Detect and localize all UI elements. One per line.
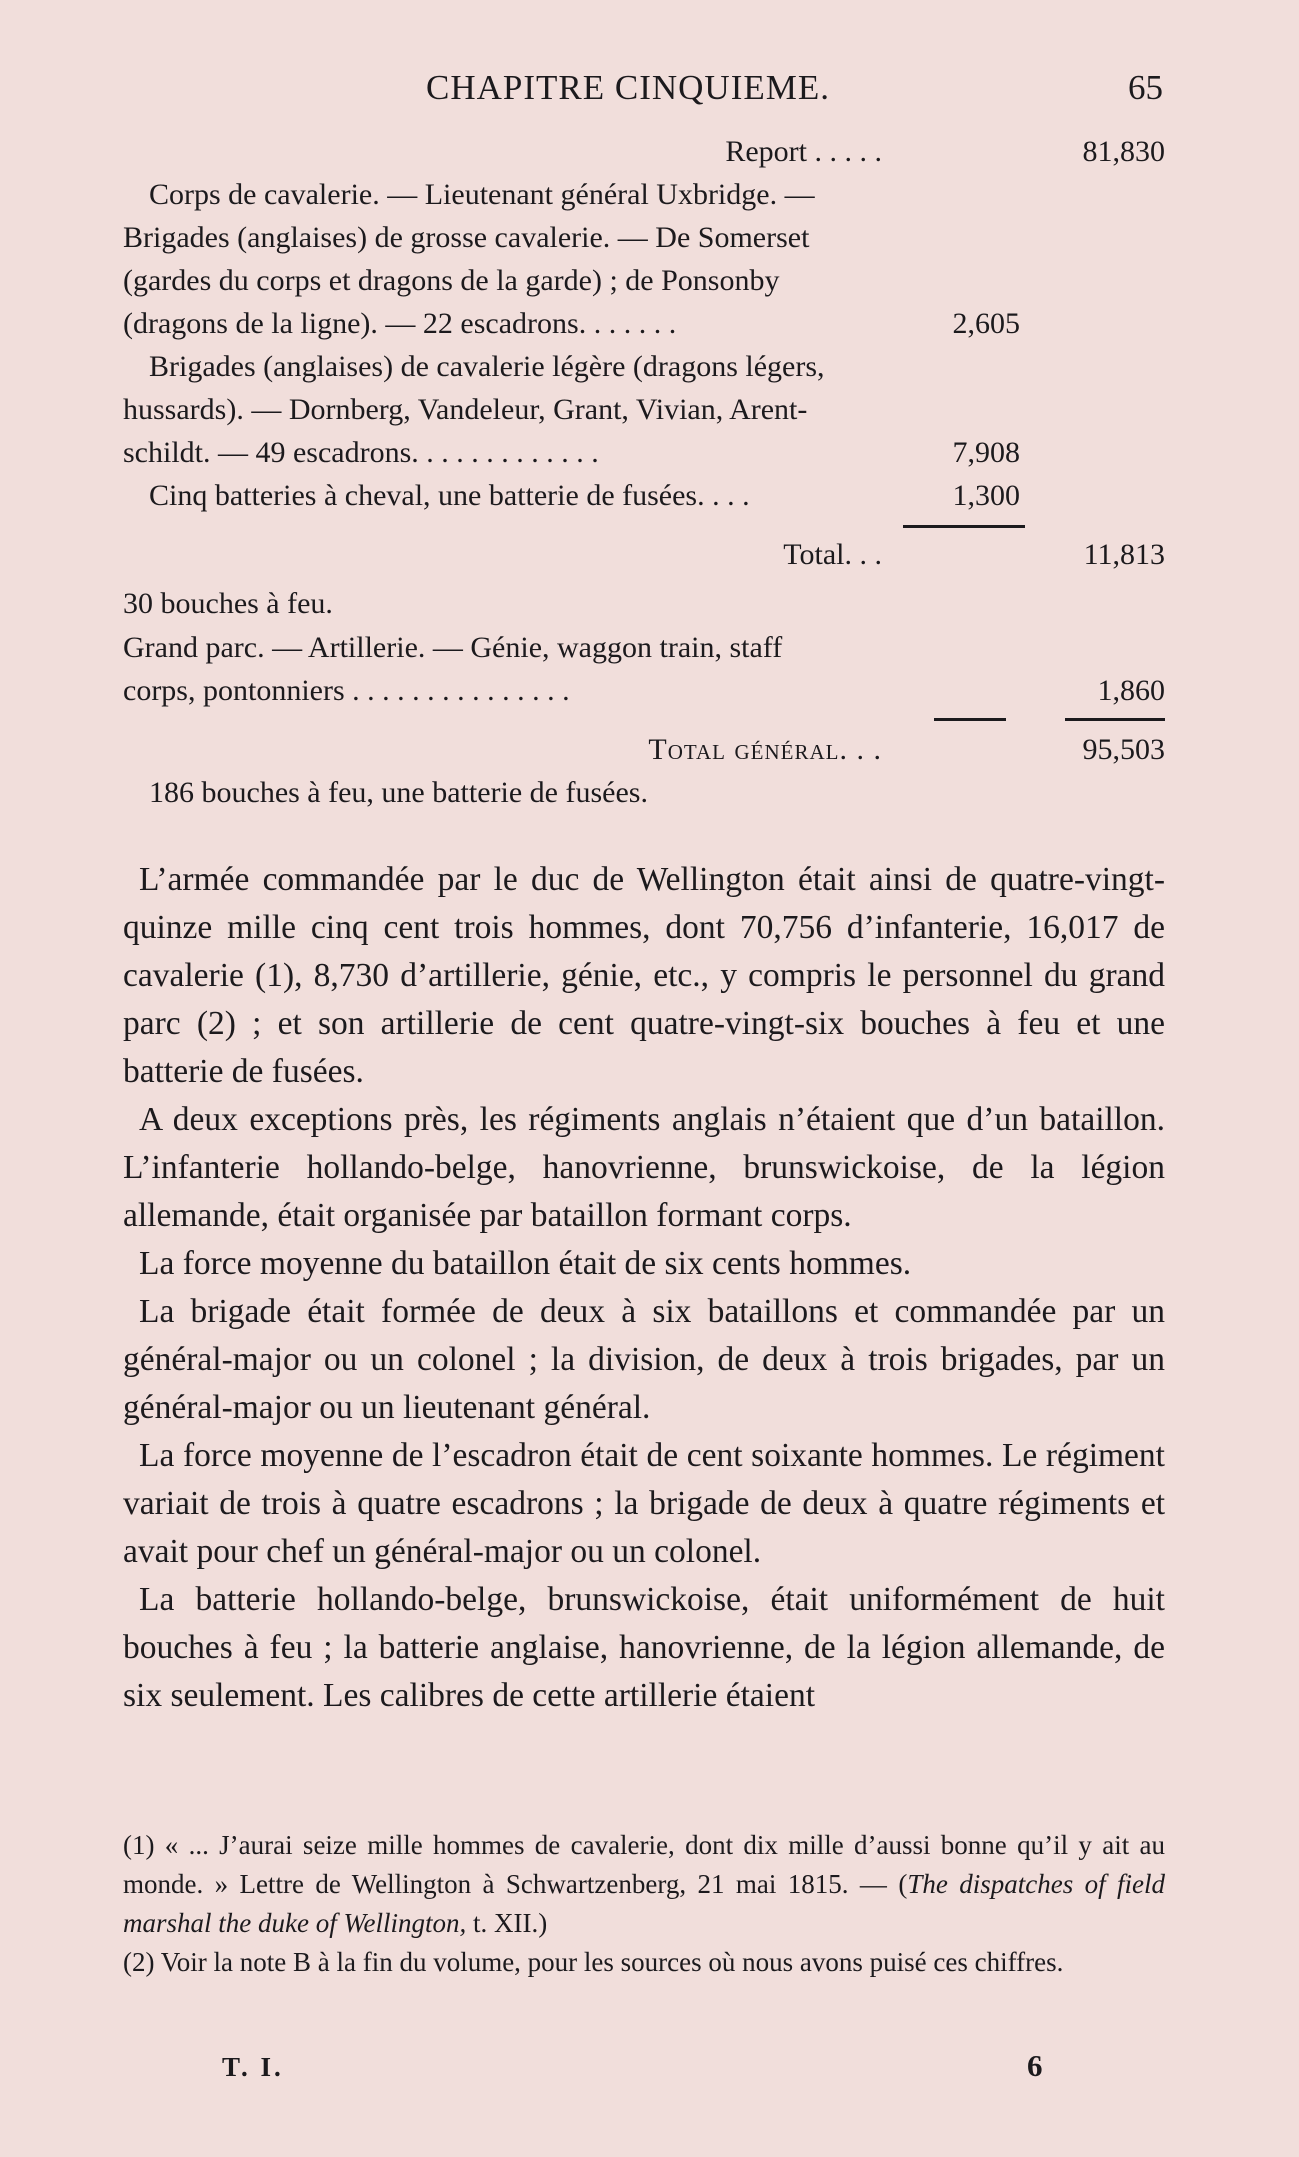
table-line: 30 bouches à feu.	[123, 587, 333, 620]
table-line: (gardes du corps et dragons de la garde) ; de Ponsonby	[123, 264, 780, 297]
footnote-text: (1) « ... J’aurai seize mille hommes de cavalerie, dont dix mille d’aussi bonne qu’il y ait au monde. » Lettre de Wellington à Schwartzenberg, 21 mai 1815. — (	[123, 1830, 1165, 1899]
footnote-1	[123, 1826, 1165, 1943]
table-line: Cinq batteries à cheval, une batterie de fusées. . . .	[149, 479, 750, 512]
table-row	[123, 771, 1165, 814]
running-title: CHAPITRE CINQUIEME.	[426, 68, 830, 107]
table-line: Brigades (anglaises) de grosse cavalerie. — De Somerset	[123, 221, 810, 254]
table-line: Grand parc. — Artillerie. — Génie, waggon train, staff	[123, 631, 783, 664]
sum-rule	[1065, 718, 1165, 721]
paragraph: La force moyenne du bataillon était de six cents hommes.	[139, 1245, 912, 1282]
table-row	[123, 669, 1165, 712]
sum-rule	[934, 718, 1006, 721]
table-line: hussards). — Dornberg, Vandeleur, Grant, Vivian, Arent-	[123, 393, 808, 426]
table-row	[123, 216, 1165, 259]
subtotal-value: 1,300	[952, 479, 1020, 512]
table-line: Corps de cavalerie. — Lieutenant général Uxbridge. —	[149, 178, 815, 211]
paragraph: La batterie hollando-belge, brunswickoise, était uniformément de huit bouches à feu ; la batterie anglaise, hanovrienne, de la légion allemande, de six seulement. Les calibres de cette artillerie étaient	[123, 1581, 1165, 1714]
rule-row	[123, 517, 1165, 533]
troop-table	[123, 130, 1165, 814]
table-row	[123, 259, 1165, 302]
subtotal-value: 2,605	[952, 307, 1020, 340]
table-line: schildt. — 49 escadrons. . . . . . . . . . . . .	[123, 436, 599, 469]
table-row	[123, 431, 1165, 474]
table-row	[123, 345, 1165, 388]
footnotes	[123, 1826, 1165, 1982]
table-line: 186 bouches à feu, une batterie de fusées.	[149, 776, 648, 809]
table-row	[123, 173, 1165, 216]
report-value: 81,830	[1082, 135, 1165, 168]
table-row	[123, 576, 1165, 626]
table-row	[123, 130, 1165, 173]
rule-row	[123, 712, 1165, 728]
table-row	[123, 474, 1165, 517]
table-line: (dragons de la ligne). — 22 escadrons. . . . . . .	[123, 307, 677, 340]
footnote-source-title: The dispatches of field marshal the duke of Wellington,	[123, 1869, 1165, 1938]
table-row	[123, 533, 1165, 576]
printer-signature: T. I.	[222, 2052, 284, 2082]
footnote-2: (2) Voir la note B à la fin du volume, pour les sources où nous avons puisé ces chiffres.	[123, 1947, 1064, 1977]
park-value: 1,860	[1097, 674, 1165, 707]
body-text	[123, 856, 1165, 1720]
table-row	[123, 626, 1165, 669]
paragraph: L’armée commandée par le duc de Wellington était ainsi de quatre-vingt-quinze mille cinq cent trois hommes, dont 70,756 d’infanterie, 16,017 de cavalerie (1), 8,730 d’artillerie, génie, etc., y compris le personnel du grand parc (2) ; et son artillerie de cent quatre-vingt-six bouches à feu et une batterie de fusées.	[123, 861, 1165, 1090]
grand-total-label: Total général. . .	[648, 733, 882, 766]
table-line: Brigades (anglaises) de cavalerie légère (dragons légers,	[149, 350, 825, 383]
table-row	[123, 302, 1165, 345]
total-value: 11,813	[1083, 538, 1165, 571]
table-row	[123, 728, 1165, 771]
report-label: Report . . . . .	[725, 135, 882, 168]
sum-rule	[903, 525, 1025, 528]
page-number: 65	[1128, 68, 1163, 107]
footnote-text: t. XII.)	[466, 1908, 548, 1938]
sheet-number: 6	[1027, 2048, 1043, 2083]
paragraph: La brigade était formée de deux à six bataillons et commandée par un général-major ou un colonel ; la division, de deux à trois brigades, par un général-major ou un lieutenant général.	[123, 1293, 1165, 1426]
subtotal-value: 7,908	[952, 436, 1020, 469]
grand-total-value: 95,503	[1082, 733, 1165, 766]
paragraph: La force moyenne de l’escadron était de cent soixante hommes. Le régiment variait de trois à quatre escadrons ; la brigade de deux à quatre régiments et avait pour chef un général-major ou un colonel.	[123, 1437, 1165, 1570]
table-row	[123, 388, 1165, 431]
table-line: corps, pontonniers . . . . . . . . . . . . . . .	[123, 674, 570, 707]
total-label: Total. . .	[783, 538, 882, 571]
paragraph: A deux exceptions près, les régiments anglais n’étaient que d’un bataillon. L’infanterie hollando-belge, hanovrienne, brunswickoise, de la légion allemande, était organisée par bataillon formant corps.	[123, 1101, 1165, 1234]
